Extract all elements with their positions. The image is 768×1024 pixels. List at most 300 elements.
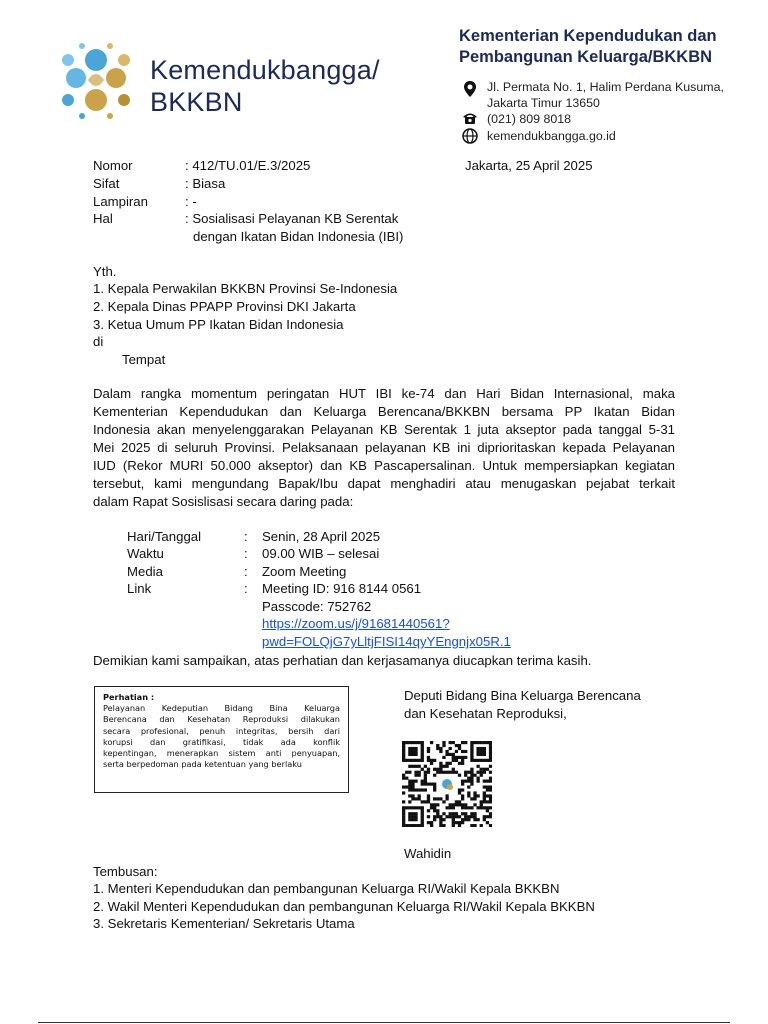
qr-module bbox=[439, 762, 442, 765]
qr-module bbox=[489, 771, 492, 774]
qr-module bbox=[439, 750, 442, 753]
qr-module bbox=[467, 777, 470, 780]
qr-module bbox=[408, 815, 411, 818]
qr-module bbox=[480, 800, 483, 803]
qr-module bbox=[476, 780, 479, 783]
qr-module bbox=[433, 768, 436, 771]
globe-icon bbox=[462, 128, 478, 149]
qr-module bbox=[470, 812, 473, 815]
qr-module bbox=[414, 771, 417, 774]
qr-module bbox=[470, 797, 473, 800]
qr-module bbox=[470, 768, 473, 771]
qr-module bbox=[452, 768, 455, 771]
qr-module bbox=[455, 744, 458, 747]
qr-module bbox=[421, 818, 424, 821]
qr-center-logo bbox=[447, 784, 453, 790]
qr-module bbox=[480, 747, 483, 750]
qr-module bbox=[486, 768, 489, 771]
institution-name bbox=[459, 26, 717, 68]
qr-module bbox=[424, 777, 427, 780]
qr-module bbox=[470, 753, 473, 756]
qr-module bbox=[421, 780, 424, 783]
qr-module bbox=[439, 824, 442, 827]
qr-module bbox=[464, 771, 467, 774]
qr-module bbox=[430, 824, 433, 827]
qr-module bbox=[402, 824, 405, 827]
qr-module bbox=[402, 791, 405, 794]
qr-module bbox=[408, 794, 411, 797]
qr-module bbox=[436, 809, 439, 812]
qr-module bbox=[408, 788, 411, 791]
qr-module bbox=[433, 785, 436, 788]
zoom-link[interactable]: https://zoom.us/j/91681440561? bbox=[262, 616, 450, 631]
qr-module bbox=[402, 777, 405, 780]
qr-module bbox=[489, 815, 492, 818]
institution-line1: Kementerian Kependudukan dan bbox=[459, 27, 717, 45]
qr-module bbox=[476, 794, 479, 797]
qr-module bbox=[461, 756, 464, 759]
qr-module bbox=[427, 771, 430, 774]
qr-module bbox=[461, 759, 464, 762]
qr-module bbox=[483, 741, 486, 744]
qr-module bbox=[433, 803, 436, 806]
qr-module bbox=[411, 815, 414, 818]
qr-module bbox=[455, 803, 458, 806]
qr-module bbox=[480, 753, 483, 756]
qr-module bbox=[427, 747, 430, 750]
qr-module bbox=[461, 821, 464, 824]
qr-module bbox=[458, 747, 461, 750]
qr-module bbox=[402, 750, 405, 753]
qr-module bbox=[421, 788, 424, 791]
qr-module bbox=[405, 741, 408, 744]
qr-module bbox=[411, 818, 414, 821]
qr-module bbox=[483, 818, 486, 821]
qr-module bbox=[464, 756, 467, 759]
qr-module bbox=[486, 788, 489, 791]
qr-module bbox=[421, 750, 424, 753]
qr-module bbox=[424, 783, 427, 786]
qr-module bbox=[430, 762, 433, 765]
qr-module bbox=[405, 777, 408, 780]
qr-module bbox=[424, 780, 427, 783]
qr-module bbox=[483, 747, 486, 750]
qr-module bbox=[461, 741, 464, 744]
qr-module bbox=[483, 791, 486, 794]
qr-module bbox=[476, 741, 479, 744]
qr-module bbox=[442, 741, 445, 744]
signatory-name: Wahidin bbox=[404, 846, 452, 861]
qr-module bbox=[402, 785, 405, 788]
qr-module bbox=[489, 744, 492, 747]
body-paragraph bbox=[93, 385, 675, 511]
paragraph-line: dalam Rapat Sosislisasi secara daring pada: bbox=[93, 494, 354, 509]
qr-module bbox=[408, 818, 411, 821]
qr-module bbox=[473, 791, 476, 794]
qr-module bbox=[470, 780, 473, 783]
qr-module bbox=[414, 774, 417, 777]
qr-module bbox=[408, 765, 411, 768]
qr-module bbox=[442, 744, 445, 747]
institution-line2: Pembangunan Keluarga/BKKBN bbox=[459, 48, 713, 66]
qr-module bbox=[439, 768, 442, 771]
qr-module bbox=[473, 774, 476, 777]
qr-module bbox=[421, 753, 424, 756]
qr-module bbox=[455, 800, 458, 803]
qr-module bbox=[458, 791, 461, 794]
qr-module bbox=[455, 759, 458, 762]
qr-module bbox=[445, 806, 448, 809]
qr-module bbox=[427, 759, 430, 762]
qr-module bbox=[473, 741, 476, 744]
qr-module bbox=[414, 815, 417, 818]
qr-module bbox=[483, 771, 486, 774]
qr-module bbox=[467, 806, 470, 809]
notice-title: Perhatian : bbox=[103, 692, 155, 702]
footer-divider bbox=[38, 1022, 730, 1023]
qr-module bbox=[433, 774, 436, 777]
qr-module bbox=[452, 815, 455, 818]
qr-module bbox=[405, 771, 408, 774]
qr-module bbox=[470, 750, 473, 753]
qr-module bbox=[473, 815, 476, 818]
qr-module bbox=[452, 806, 455, 809]
qr-module bbox=[476, 777, 479, 780]
qr-module bbox=[489, 765, 492, 768]
qr-module bbox=[476, 806, 479, 809]
qr-module bbox=[467, 815, 470, 818]
qr-module bbox=[424, 788, 427, 791]
qr-module bbox=[433, 783, 436, 786]
qr-module bbox=[414, 741, 417, 744]
qr-module bbox=[442, 818, 445, 821]
qr-module bbox=[408, 759, 411, 762]
qr-module bbox=[421, 800, 424, 803]
qr-module bbox=[473, 797, 476, 800]
qr-module bbox=[458, 803, 461, 806]
notice-body bbox=[103, 703, 340, 770]
qr-module bbox=[402, 747, 405, 750]
qr-module bbox=[467, 780, 470, 783]
media-label: Media bbox=[127, 564, 163, 579]
qr-module bbox=[421, 806, 424, 809]
qr-module bbox=[408, 824, 411, 827]
signatory-title-line2: dan Kesehatan Reproduksi, bbox=[404, 706, 567, 721]
date-label: Hari/Tanggal bbox=[127, 529, 202, 544]
passcode: Passcode: 752762 bbox=[262, 599, 372, 614]
qr-module bbox=[470, 783, 473, 786]
qr-module bbox=[402, 756, 405, 759]
qr-module bbox=[414, 750, 417, 753]
qr-module bbox=[476, 750, 479, 753]
qr-module bbox=[476, 759, 479, 762]
lampiran-label: Lampiran bbox=[93, 194, 148, 209]
address-line1: Jl. Permata No. 1, Halim Perdana Kusuma, bbox=[487, 80, 724, 94]
meeting-id: Meeting ID: 916 8144 0561 bbox=[262, 581, 422, 596]
qr-module bbox=[452, 759, 455, 762]
qr-module bbox=[442, 756, 445, 759]
qr-module bbox=[436, 768, 439, 771]
qr-module bbox=[455, 812, 458, 815]
qr-module bbox=[408, 812, 411, 815]
qr-module bbox=[439, 771, 442, 774]
notice-line: korupsi dan gratifikasi, tidak ada konflik bbox=[103, 736, 340, 747]
hal-value-line2: dengan Ikatan Bidan Indonesia (IBI) bbox=[193, 229, 404, 244]
qr-module bbox=[427, 821, 430, 824]
qr-module bbox=[467, 818, 470, 821]
paragraph-line: Dalam rangka momentum peringatan HUT IBI ke-74 dan Hari Bidan Internasional, maka bbox=[93, 386, 675, 401]
qr-module bbox=[411, 797, 414, 800]
qr-module bbox=[427, 783, 430, 786]
qr-module bbox=[411, 759, 414, 762]
qr-module bbox=[418, 774, 421, 777]
qr-module bbox=[449, 815, 452, 818]
qr-module bbox=[445, 815, 448, 818]
qr-module bbox=[424, 771, 427, 774]
qr-module bbox=[436, 803, 439, 806]
qr-module bbox=[489, 759, 492, 762]
qr-module bbox=[421, 809, 424, 812]
qr-module bbox=[461, 780, 464, 783]
qr-module bbox=[421, 768, 424, 771]
qr-module bbox=[445, 753, 448, 756]
qr-module bbox=[461, 794, 464, 797]
qr-module bbox=[430, 783, 433, 786]
qr-module bbox=[449, 747, 452, 750]
qr-module bbox=[461, 788, 464, 791]
qr-module bbox=[489, 785, 492, 788]
qr-module bbox=[402, 818, 405, 821]
qr-module bbox=[411, 753, 414, 756]
qr-module bbox=[458, 756, 461, 759]
yth-label: Yth. bbox=[93, 264, 117, 279]
qr-module bbox=[489, 788, 492, 791]
qr-module bbox=[436, 744, 439, 747]
media-value: Zoom Meeting bbox=[262, 564, 347, 579]
signatory-title-line1: Deputi Bidang Bina Keluarga Berencana bbox=[404, 688, 641, 703]
qr-module bbox=[449, 741, 452, 744]
qr-module bbox=[470, 747, 473, 750]
qr-module bbox=[418, 806, 421, 809]
qr-module bbox=[489, 741, 492, 744]
qr-module bbox=[461, 762, 464, 765]
qr-module bbox=[408, 753, 411, 756]
qr-module bbox=[464, 780, 467, 783]
qr-module bbox=[436, 812, 439, 815]
recipient-item: 3. Ketua Umum PP Ikatan Bidan Indonesia bbox=[93, 317, 344, 332]
qr-module bbox=[411, 806, 414, 809]
qr-module bbox=[473, 794, 476, 797]
zoom-link[interactable]: pwd=FOLQjG7yLltjFISI14qyYEngnjx05R.1 bbox=[262, 634, 511, 649]
qr-module bbox=[483, 785, 486, 788]
qr-module bbox=[461, 797, 464, 800]
qr-module bbox=[486, 785, 489, 788]
qr-module bbox=[439, 765, 442, 768]
integrity-notice-box bbox=[94, 686, 349, 793]
qr-module bbox=[430, 741, 433, 744]
qr-module bbox=[467, 785, 470, 788]
qr-module bbox=[473, 812, 476, 815]
qr-module bbox=[464, 812, 467, 815]
qr-module bbox=[405, 759, 408, 762]
qr-module bbox=[411, 785, 414, 788]
qr-module bbox=[418, 824, 421, 827]
hal-label: Hal bbox=[93, 211, 113, 226]
qr-module bbox=[483, 806, 486, 809]
qr-module bbox=[433, 788, 436, 791]
qr-module bbox=[414, 824, 417, 827]
tembusan-item: 2. Wakil Menteri Kependudukan dan pembangunan Keluarga RI/Wakil Kepala BKKBN bbox=[93, 899, 595, 914]
qr-module bbox=[486, 759, 489, 762]
qr-module bbox=[430, 759, 433, 762]
qr-module bbox=[473, 824, 476, 827]
qr-module bbox=[421, 747, 424, 750]
qr-module bbox=[408, 800, 411, 803]
qr-module bbox=[427, 797, 430, 800]
qr-module bbox=[442, 824, 445, 827]
qr-module bbox=[402, 741, 405, 744]
qr-module bbox=[480, 774, 483, 777]
qr-module bbox=[421, 824, 424, 827]
qr-module bbox=[445, 750, 448, 753]
qr-module bbox=[476, 765, 479, 768]
qr-module bbox=[427, 750, 430, 753]
qr-module bbox=[476, 747, 479, 750]
qr-module bbox=[486, 800, 489, 803]
link-label: Link bbox=[127, 581, 152, 596]
notice-line: secara profesional, penuh integritas, bersih dari bbox=[103, 725, 340, 736]
qr-module bbox=[458, 815, 461, 818]
notice-line: Berencana dan Kesehatan Reproduksi dilakukan bbox=[103, 714, 340, 725]
qr-module bbox=[461, 818, 464, 821]
qr-module bbox=[452, 771, 455, 774]
qr-module bbox=[442, 771, 445, 774]
qr-module bbox=[411, 750, 414, 753]
qr-module bbox=[483, 815, 486, 818]
qr-module bbox=[421, 744, 424, 747]
place-date: Jakarta, 25 April 2025 bbox=[465, 158, 593, 173]
qr-module bbox=[452, 824, 455, 827]
qr-module bbox=[402, 753, 405, 756]
qr-module bbox=[414, 780, 417, 783]
qr-module bbox=[483, 750, 486, 753]
qr-module bbox=[433, 759, 436, 762]
qr-module bbox=[486, 741, 489, 744]
qr-module bbox=[458, 788, 461, 791]
qr-module bbox=[455, 821, 458, 824]
qr-module bbox=[421, 815, 424, 818]
qr-module bbox=[483, 794, 486, 797]
qr-module bbox=[461, 783, 464, 786]
qr-module bbox=[470, 774, 473, 777]
qr-module bbox=[452, 821, 455, 824]
address-line2: Jakarta Timur 13650 bbox=[487, 96, 600, 110]
qr-module bbox=[473, 818, 476, 821]
sifat-value: : Biasa bbox=[185, 176, 226, 191]
logo-wordmark bbox=[150, 54, 380, 118]
qr-module bbox=[436, 771, 439, 774]
qr-module bbox=[464, 803, 467, 806]
qr-module bbox=[486, 809, 489, 812]
logo-text-line2: BKKBN bbox=[150, 87, 243, 117]
paragraph-line: Indonesia akan menyelenggarakan Pelayanan KB Serentak 1 juta akseptor pada tanggal 5-31 bbox=[93, 422, 675, 437]
qr-module bbox=[402, 774, 405, 777]
qr-module bbox=[458, 744, 461, 747]
qr-module bbox=[470, 756, 473, 759]
qr-module bbox=[489, 812, 492, 815]
qr-module bbox=[452, 753, 455, 756]
qr-module bbox=[480, 806, 483, 809]
qr-module bbox=[439, 747, 442, 750]
logo-text-line1: Kemendukbangga/ bbox=[150, 55, 380, 85]
qr-module bbox=[489, 800, 492, 803]
qr-module bbox=[430, 803, 433, 806]
qr-module bbox=[411, 788, 414, 791]
qr-module bbox=[418, 771, 421, 774]
time-label: Waktu bbox=[127, 546, 164, 561]
qr-module bbox=[402, 759, 405, 762]
qr-module bbox=[470, 744, 473, 747]
colon: : bbox=[244, 546, 248, 561]
qr-module bbox=[458, 800, 461, 803]
qr-module bbox=[414, 753, 417, 756]
qr-module bbox=[461, 803, 464, 806]
qr-module bbox=[458, 821, 461, 824]
qr-module bbox=[449, 803, 452, 806]
qr-module bbox=[408, 750, 411, 753]
tempat-label: Tempat bbox=[122, 352, 166, 367]
qr-module bbox=[489, 794, 492, 797]
qr-module bbox=[452, 812, 455, 815]
qr-module bbox=[433, 806, 436, 809]
notice-line: Pelayanan Kedeputian Bidang Bina Keluarga bbox=[103, 703, 340, 714]
qr-module bbox=[427, 794, 430, 797]
qr-module bbox=[439, 818, 442, 821]
qr-module bbox=[449, 812, 452, 815]
qr-module bbox=[473, 759, 476, 762]
qr-module bbox=[405, 806, 408, 809]
qr-module bbox=[411, 747, 414, 750]
time-value: 09.00 WIB – selesai bbox=[262, 546, 380, 561]
qr-module bbox=[483, 768, 486, 771]
qr-module bbox=[455, 815, 458, 818]
qr-module bbox=[461, 812, 464, 815]
qr-module bbox=[433, 797, 436, 800]
website[interactable]: kemendukbangga.go.id bbox=[487, 129, 616, 143]
qr-module bbox=[427, 756, 430, 759]
qr-module bbox=[421, 812, 424, 815]
qr-module bbox=[414, 788, 417, 791]
qr-module bbox=[414, 812, 417, 815]
qr-module bbox=[480, 824, 483, 827]
qr-module bbox=[411, 824, 414, 827]
qr-module bbox=[408, 771, 411, 774]
qr-module bbox=[480, 759, 483, 762]
qr-module bbox=[418, 765, 421, 768]
qr-module bbox=[476, 753, 479, 756]
qr-module bbox=[489, 747, 492, 750]
qr-module bbox=[464, 774, 467, 777]
qr-module bbox=[483, 800, 486, 803]
qr-module bbox=[489, 806, 492, 809]
qr-module bbox=[489, 753, 492, 756]
qr-module bbox=[452, 818, 455, 821]
qr-module bbox=[439, 815, 442, 818]
qr-module bbox=[442, 812, 445, 815]
qr-module bbox=[461, 806, 464, 809]
qr-module bbox=[486, 806, 489, 809]
qr-module bbox=[439, 797, 442, 800]
